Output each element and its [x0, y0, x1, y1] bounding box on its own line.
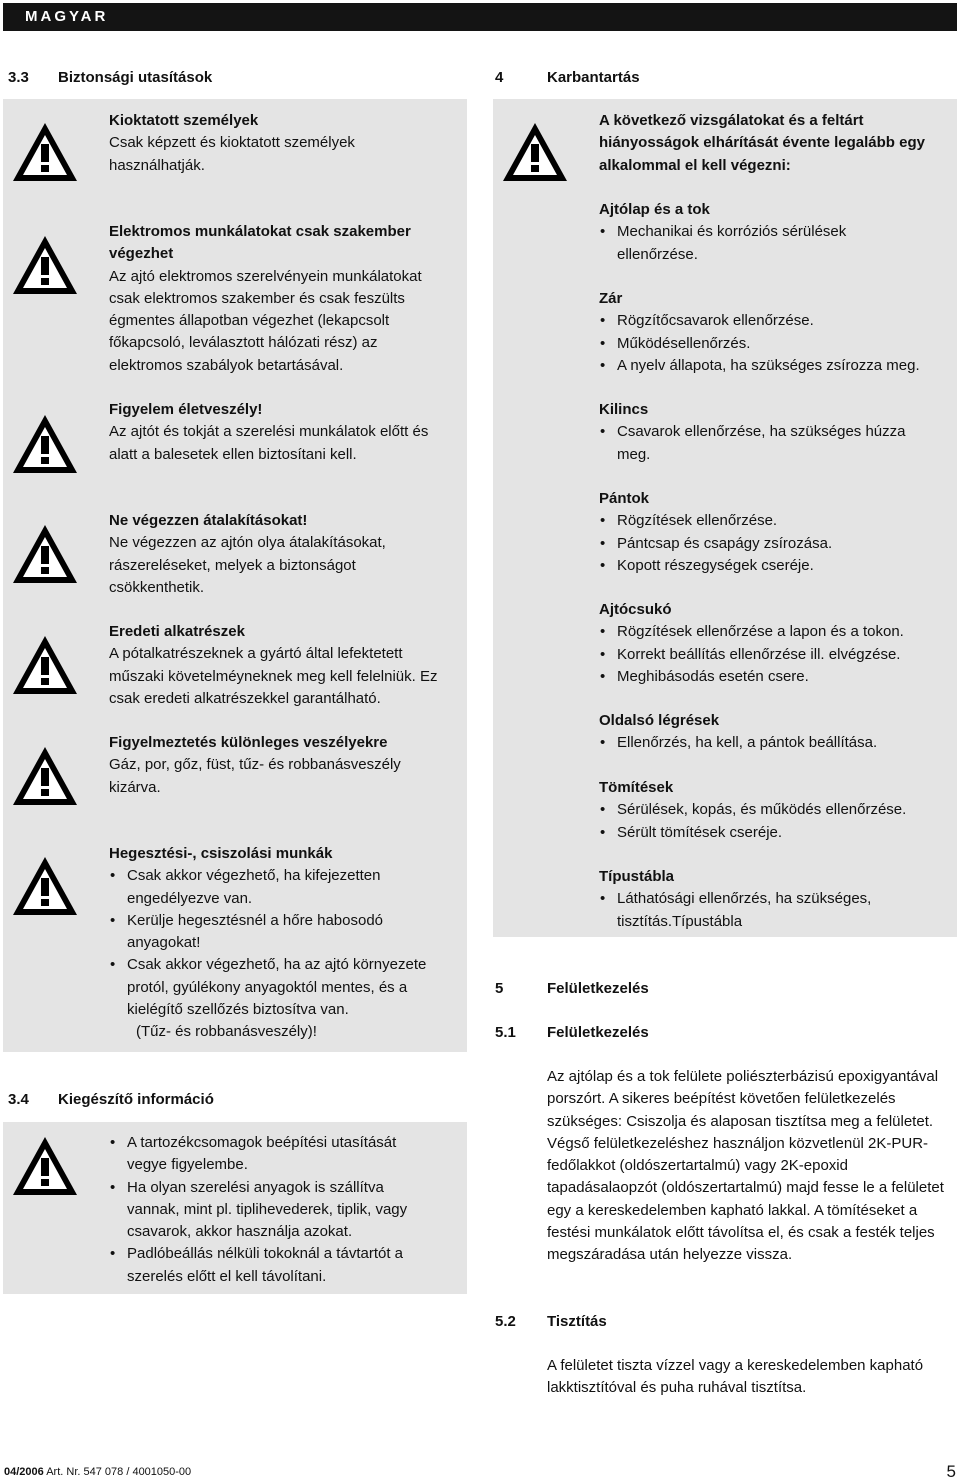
section-number: 3.4	[8, 1091, 29, 1108]
warning-icon	[10, 743, 80, 809]
list-item: • Mechanikai és korróziós sérülések ellenőrzése.	[599, 221, 889, 266]
bullet-list	[599, 421, 939, 466]
list-item: • Láthatósági ellenőrzés, ha szükséges, tisztítás.Típustábla	[599, 888, 909, 933]
group-heading: Típustábla	[599, 868, 675, 885]
maint-group-door-frame	[599, 199, 889, 266]
group-heading: Oldalsó légrések	[599, 712, 720, 729]
safety-welding-grinding	[109, 843, 459, 1044]
group-heading: Tömítések	[599, 779, 674, 796]
footer-art-label: Art. Nr.	[46, 1466, 81, 1478]
maint-group-nameplate	[599, 866, 909, 933]
section-number: 5.2	[495, 1313, 516, 1330]
block-text: Az ajtót és tokját a szerelési munkálatok előtt és alatt a balesetek ellen biztosítani kell.	[109, 423, 429, 463]
list-item: • Működésellenőrzés.	[599, 333, 954, 355]
maint-group-side-gaps	[599, 710, 954, 755]
bullet-list	[599, 310, 954, 377]
bullet-list	[109, 1132, 434, 1288]
warning-icon	[10, 232, 80, 298]
paragraph: Az ajtólap és a tok felülete poliészterbázisú epoxigyantával porszórt. A sikeres beépítést követően felületkezelés szükséges: Csiszolja és alaposan tisztítsa meg a felületet. Végső felületkezeléshez használjon közvetlenül 2K-PUR-fedőlakkot (oldószertartalmú) vagy 2K-epoxid tapadásalaopzót (oldószertartalmú) majd fesse le a felületet egy a kereskedelemben kapható lakkal. A tömítéseket a festési munkálatok előtt távolítsa el, és csak a festék teljes megszáradása után helyezze vissza.	[547, 1068, 944, 1264]
list-item: • Csak akkor végezhető, ha az ajtó környezete protól, gyúlékony anyagoktól mentes, és a kielégítő szellőzés biztosítva van.	[109, 954, 457, 1021]
footer-date: 04/2006	[4, 1466, 44, 1478]
list-item: • Sérülések, kopás, és működés ellenőrzése.	[599, 799, 954, 821]
section-number: 5.1	[495, 1024, 516, 1041]
section-title: Tisztítás	[547, 1313, 607, 1330]
list-item: • Csavarok ellenőrzése, ha szükséges húzza meg.	[599, 421, 939, 466]
cleaning-text	[547, 1355, 957, 1400]
maint-group-handle	[599, 399, 939, 466]
list-item: • Pántcsap és csapágy zsírozása.	[599, 533, 954, 555]
list-item: • Kerülje hegesztésnél a hőre habosodó anyagokat!	[109, 910, 427, 955]
bullet-list	[599, 221, 889, 266]
safety-electrical-work	[109, 221, 449, 377]
bullet-list	[109, 865, 449, 1021]
group-heading: Ajtócsukó	[599, 601, 672, 618]
info-list-block	[109, 1132, 434, 1288]
bullet-list	[599, 799, 954, 844]
section-title: Karbantartás	[547, 69, 640, 86]
list-item: • Rögzítőcsavarok ellenőrzése.	[599, 310, 954, 332]
block-text: A pótalkatrészeknek a gyártó által lefektetett műszaki követelméyneknek meg kell felelniük. Ez csak eredeti alkatrészekkel garantálható.	[109, 645, 438, 707]
footer	[4, 1466, 191, 1478]
safety-special-hazards	[109, 732, 439, 799]
maintenance-intro	[599, 110, 954, 177]
block-heading: Ne végezzen átalakításokat!	[109, 512, 308, 529]
group-heading: Zár	[599, 290, 623, 307]
safety-no-modifications	[109, 510, 444, 599]
safety-trained-persons	[109, 110, 409, 177]
list-item: • Rögzítések ellenőrzése.	[599, 510, 954, 532]
page-number: 5	[946, 1462, 956, 1481]
warning-icon	[10, 1133, 80, 1199]
warning-icon	[10, 411, 80, 477]
list-item: • A tartozékcsomagok beépítési utasítását vegye figyelembe.	[109, 1132, 434, 1177]
bullet-list	[599, 621, 954, 688]
section-title: Felületkezelés	[547, 1024, 649, 1041]
warning-icon	[10, 853, 80, 919]
warning-icon	[10, 119, 80, 185]
list-item: • Meghibásodás esetén csere.	[599, 666, 954, 688]
list-item: • Sérült tömítések cseréje.	[599, 822, 954, 844]
maint-group-seals	[599, 777, 954, 844]
list-item: • Padlóbeállás nélküli tokoknál a távtartót a szerelés előtt el kell távolítani.	[109, 1243, 434, 1288]
maint-group-hinges	[599, 488, 954, 577]
section-title: Kiegészítő információ	[58, 1091, 214, 1108]
block-text: Az ajtó elektromos szerelvényein munkálatokat csak elektromos szakember és csak feszülts égmentes állapotban végezhet (lekapcsolt főkapcsoló, leválasztott hálózati rész) az elektromos szabályok betartásával.	[109, 267, 422, 374]
bullet-list	[599, 888, 909, 933]
section-number: 5	[495, 980, 504, 997]
language-header: MAGYAR	[3, 3, 957, 31]
section-number: 3.3	[8, 69, 29, 86]
paragraph: A felületet tiszta vízzel vagy a kereskedelemben kapható lakktisztítóval és puha ruhával tisztítsa.	[547, 1357, 924, 1397]
list-item: • Ellenőrzés, ha kell, a pántok beállítása.	[599, 732, 954, 754]
list-item: • Ha olyan szerelési anyagok is szállítva vannak, mint pl. tiplihevederek, tiplik, vagy csavarok, akkor használja azokat.	[109, 1177, 434, 1244]
list-item: • Csak akkor végezhető, ha kifejezetten engedélyezve van.	[109, 865, 449, 910]
section-number: 4	[495, 69, 504, 86]
group-heading: Pántok	[599, 490, 650, 507]
block-heading: Kioktatott személyek	[109, 112, 259, 129]
bullet-list	[599, 732, 954, 754]
maint-group-lock	[599, 288, 954, 377]
list-item: • Rögzítések ellenőrzése a lapon és a tokon.	[599, 621, 954, 643]
group-heading: Kilincs	[599, 401, 649, 418]
block-text: Csak képzett és kioktatott személyek használhatják.	[109, 134, 355, 174]
block-heading: Eredeti alkatrészek	[109, 623, 245, 640]
maint-group-door-closer	[599, 599, 954, 688]
list-item: • A nyelv állapota, ha szükséges zsírozza meg.	[599, 355, 954, 377]
block-note: (Tűz- és robbanásveszély)!	[136, 1023, 317, 1041]
block-heading: Elektromos munkálatokat csak szakember végezhet	[109, 223, 411, 263]
block-heading: Figyelmeztetés különleges veszélyekre	[109, 734, 388, 751]
safety-danger-of-life	[109, 399, 454, 466]
group-heading: Ajtólap és a tok	[599, 201, 710, 218]
block-heading: Hegesztési-, csiszolási munkák	[109, 845, 333, 862]
block-text: Gáz, por, gőz, füst, tűz- és robbanásveszély kizárva.	[109, 756, 401, 796]
warning-icon	[10, 632, 80, 698]
intro-text: A következő vizsgálatokat és a feltárt hiányosságok elhárítását évente legalább egy alkalommal el kell végezni:	[599, 112, 925, 174]
block-text: Ne végezzen az ajtón olya átalakításokat, rászereléseket, melyek a biztonságot csökkenthetik.	[109, 534, 386, 596]
surface-treatment-text	[547, 1066, 947, 1267]
list-item: • Kopott részegységek cseréje.	[599, 555, 954, 577]
footer-art-number: 547 078 / 4001050-00	[83, 1466, 192, 1478]
warning-icon	[10, 521, 80, 587]
list-item: • Korrekt beállítás ellenőrzése ill. elvégzése.	[599, 644, 954, 666]
warning-icon	[500, 119, 570, 185]
bullet-list	[599, 510, 954, 577]
safety-original-parts	[109, 621, 459, 710]
block-heading: Figyelem életveszély!	[109, 401, 263, 418]
section-title: Biztonsági utasítások	[58, 69, 213, 86]
section-title: Felületkezelés	[547, 980, 649, 997]
